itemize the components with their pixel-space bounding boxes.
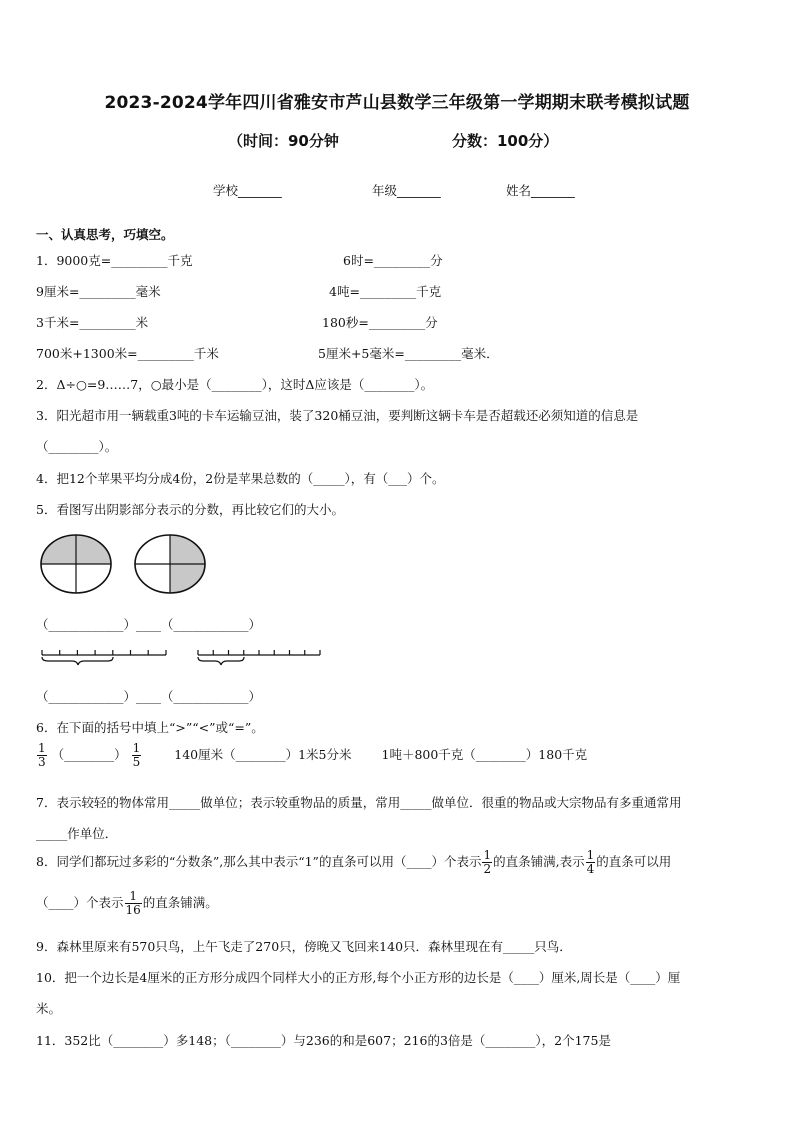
q6-items — [36, 742, 587, 769]
q5-answer-row-2: （____________）____（____________） — [36, 689, 262, 704]
section-1-title: 一、认真思考，巧填空。 — [36, 227, 174, 242]
question-10-line-1: 10．把一个边长是4厘米的正方形分成四个同样大小的正方形,每个小正方形的边长是（____）厘米,周长是（____）厘 — [36, 970, 681, 985]
question-6: 6．在下面的括号中填上“>”“<”或“=”。 — [36, 720, 264, 735]
fraction-segment-line-1 — [40, 646, 168, 668]
question-8-line-2 — [36, 890, 218, 917]
question-8-line-1 — [36, 849, 671, 876]
question-7-line-2: _____作单位． — [36, 826, 118, 841]
fraction-one-fifth: $\frac{1}{5}$ — [132, 741, 141, 769]
question-3-line-1: 3．阳光超市用一辆载重3吨的卡车运输豆油，装了320桶豆油，要判断这辆卡车是否超载还必须知道的信息是 — [36, 408, 639, 423]
question-3-line-2: （________）。 — [36, 439, 118, 454]
brace-2 — [198, 657, 244, 665]
fraction-segment-line-2 — [196, 646, 322, 668]
question-2: 2．Δ÷○=9……7，○最小是（________），这时Δ应该是（________）。 — [36, 377, 434, 392]
fraction-one-quarter: $\frac{1}{4}$ — [586, 848, 595, 876]
fraction-one-half: $\frac{1}{2}$ — [483, 848, 492, 876]
question-4: 4．把12个苹果平均分成4份，2份是苹果总数的（_____），有（___）个。 — [36, 471, 445, 486]
name-field[interactable]: 姓名_______ — [506, 183, 575, 198]
q1-item-7: 700米+1300米=_________千米 — [36, 346, 219, 361]
q1-item-6: 180秒=_________分 — [322, 315, 438, 330]
q6-item-3: 1吨＋800千克（________）180千克 — [381, 747, 588, 762]
fraction-circle-2 — [132, 532, 208, 596]
q6-blank-1: （________） — [51, 747, 127, 762]
q6-item-2: 140厘米（________）1米5分米 — [174, 747, 352, 762]
fraction-circle-1 — [38, 532, 114, 596]
fraction-one-sixteenth: $\frac{1}{16}$ — [125, 889, 141, 917]
q8-text-2: 的直条铺满,表示 — [493, 854, 585, 869]
question-11: 11．352比（________）多148；（________）与236的和是607；216的3倍是（________），2个175是 — [36, 1033, 611, 1048]
question-10-line-2: 米。 — [36, 1001, 62, 1016]
brace-1 — [42, 657, 113, 665]
q1-item-5: 3千米=_________米 — [36, 315, 149, 330]
q1-item-1: 1．9000克=_________千克 — [36, 253, 193, 268]
exam-time: （时间：90分钟 — [228, 132, 339, 150]
question-5: 5．看图写出阴影部分表示的分数，再比较它们的大小。 — [36, 502, 344, 517]
exam-title: 2023-2024学年四川省雅安市芦山县数学三年级第一学期期末联考模拟试题 — [104, 93, 690, 113]
q1-item-4: 4吨=_________千克 — [329, 284, 442, 299]
question-9: 9．森林里原来有570只鸟，上午飞走了270只，傍晚又飞回来140只．森林里现在有_____只鸟． — [36, 939, 572, 954]
exam-score: 分数：100分） — [452, 132, 559, 150]
q5-answer-row-1: （____________）____（____________） — [36, 617, 262, 632]
q8-text-4: （____）个表示 — [36, 895, 124, 910]
school-field[interactable]: 学校_______ — [213, 183, 282, 198]
grade-field[interactable]: 年级_______ — [372, 183, 441, 198]
q8-text-5: 的直条铺满。 — [142, 895, 218, 910]
q1-item-2: 6时=_________分 — [343, 253, 443, 268]
q8-text-3: 的直条可以用 — [596, 854, 672, 869]
q1-item-3: 9厘米=_________毫米 — [36, 284, 161, 299]
q8-text-1: 8．同学们都玩过多彩的“分数条”,那么其中表示“1”的直条可以用（____）个表示 — [36, 854, 482, 869]
q1-item-8: 5厘米+5毫米=_________毫米． — [318, 346, 499, 361]
question-7-line-1: 7．表示较轻的物体常用_____做单位；表示较重物品的质量，常用_____做单位．很重的物品或大宗物品有多重通常用 — [36, 795, 682, 810]
fraction-one-third: $\frac{1}{3}$ — [38, 741, 46, 769]
